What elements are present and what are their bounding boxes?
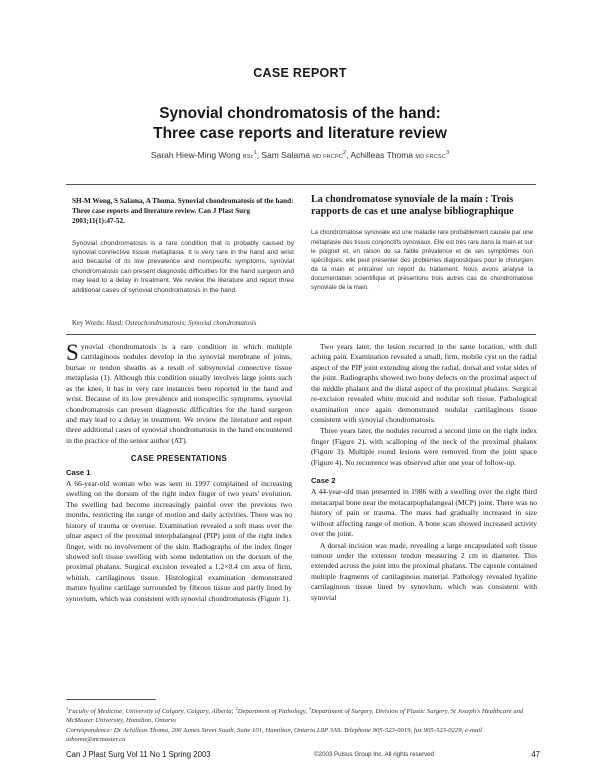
affiliation-footnote xyxy=(66,704,540,744)
intro-paragraph xyxy=(66,342,292,446)
french-abstract-title: La chondromatose synoviale de la main : Trois rapports de cas et une analyse bibliographique xyxy=(311,194,514,218)
author-name: Sarah Hiew-Ming Wong xyxy=(150,150,241,160)
article-title xyxy=(0,104,600,144)
french-abstract-body: La chondromatose synoviale est une maladie rare probablement causée par une métaplasie des tissus conjonctifs synoviaux. Elle est très rare dans la main et sur le poignet et, en raison de sa faible prévalence et de ses symptômes non spécifiques, elle peut présenter des problèmes diagnostiques pour le chirurgien de la main et entraîner un report du traitement. Nous avons analysé la documentation scientifique et présentons trois autres cas de chondromatose synoviale de la main. xyxy=(311,229,533,291)
drop-cap: S xyxy=(66,340,79,365)
author-affiliation-mark: 2 xyxy=(343,150,347,157)
abstract-english xyxy=(72,196,294,295)
case-presentations-heading: CASE PRESENTATIONS xyxy=(130,454,228,464)
author-list: Sarah Hiew-Ming Wong BSc$^1$, Sam Salama MD FRCPC$^2$, Achilleas Thoma MD FRCSC$^3$ xyxy=(150,150,450,160)
correspondence: Correspondence: Dr Achilleas Thoma, 206 James Street South, Suite 101, Hamilton, Ontario L8P 3A9. Telephone 905-523-0019, fax 905-523-0229, e-mail athoma@mcmaster.ca xyxy=(66,726,483,743)
page-footer xyxy=(66,750,540,762)
case1-recurrence-paragraph: Three years later, the nodules recurred a second time on the right index finger (Figure 2), with scalloping of the neck of the proximal phalanx (Figure 3). Multiple round lesions were removed from the joint space (Figure 4). No recurrence was observed after one year of follow-up. xyxy=(311,426,537,467)
author-degree: MD FRCSC xyxy=(415,154,447,160)
author-affiliation-mark: 1 xyxy=(253,150,257,157)
author-degree: BSc xyxy=(242,154,254,160)
abstract-bottom-rule xyxy=(66,334,536,335)
author-affiliation-mark: 3 xyxy=(446,150,450,157)
journal-citation: Can J Plast Surg Vol 11 No 1 Spring 2003 xyxy=(66,750,211,759)
case1-heading: Case 1 xyxy=(66,467,91,477)
body-column-right xyxy=(311,342,537,604)
abstract-french xyxy=(311,194,533,292)
section-label: CASE REPORT xyxy=(253,66,347,80)
keywords xyxy=(72,320,532,327)
author-degree: MD FRCPC xyxy=(312,154,344,160)
abstract-body: Synovial chondromatosis is a rare condition that is probably caused by synovial connective tissue metaplasia. It is very rare in the hand and wrist and because of its low prevalence and nonspecific symptoms, synovial chondromatosis can present diagnostic difficulties for the hand surgeon and may lead to a delay in treatment. We review the literature and report three additional cases of synovial chondromatosis in the hand. xyxy=(72,239,294,294)
case2-paragraph: A 44-year-old man presented in 1986 with a swelling over the right third metacarpal bone near the metacarpophalangeal (MCP) joint. There was no history of pain or trauma. The mass had gradually increased in size without affecting range of motion. A bone scan showed increased activity over the joint. xyxy=(311,487,537,539)
affiliation-2: Department of Pathology, xyxy=(237,708,309,716)
author-name: Sam Salama xyxy=(261,150,311,160)
footnote-mark: 1 xyxy=(66,706,69,711)
article-title-line1: Synovial chondromatosis of the hand: xyxy=(159,105,441,122)
keywords-label: Key Words: xyxy=(72,320,105,327)
author-name: Achilleas Thoma xyxy=(350,150,414,160)
footnote-mark: 3 xyxy=(308,706,311,711)
keywords-values: Hand; Osteochondromatosis; Synovial chondromatosis xyxy=(106,320,257,327)
article-title-line2: Three case reports and literature review xyxy=(153,125,447,142)
affiliation-3: Department of Surgery, Division of Plastic Surgery, St Joseph's Healthcare and McMaster University, Hamilton, Ontario xyxy=(66,708,524,725)
abstract-top-rule xyxy=(66,184,536,185)
footnote-mark: 2 xyxy=(235,706,238,711)
case2-heading: Case 2 xyxy=(311,476,336,486)
case2-surgery-paragraph: A dorsal incision was made, revealing a large encapsulated soft tissue tumour under the extensor tendon measuring 2 cm in diameter. This extended across the joint into the proximal phalanx. The capsule contained multiple fragments of cartilaginous material. Pathology revealed hyaline cartilaginous tissue lined by synovium, which was consistent with synovial xyxy=(311,540,537,602)
affiliation-1: Faculty of Medicine, University of Calgary, Calgary, Alberta; xyxy=(68,708,236,716)
abstract-citation: SH-M Wong, S Salama, A Thoma. Synovial chondromatosis of the hand: Three case reports and literature review. Can J Plast Surg 2003;11(1):47-52. xyxy=(72,197,294,226)
footnote-rule xyxy=(66,699,156,700)
case1-followup-paragraph: Two years later, the lesion recurred in the same location, with dull aching pain. Examination revealed a small, firm, mobile cyst on the radial aspect of the PIP joint extending along the radial, dorsal and volar sides of the joint. Radiographs showed two bony defects on the proximal aspect of the middle phalanx and the distal aspect of the proximal phalanx. Surgical re-excision revealed white mucoid and nodular soft tissue. Pathological examination once again demonstrated nodular cartilaginous tissue consistent with synovial chondromatosis. xyxy=(311,342,537,424)
body-column-left xyxy=(66,342,292,605)
case1-paragraph: A 66-year-old woman who was seen in 1997 complained of increasing swelling on the dorsum of the right index finger of two years' evolution. The swelling had become increasingly painful over the previous two months, restricting the range of motion and daily activities. There was no history of trauma or overuse. Examination revealed a soft mass over the ulnar aspect of the proximal interphalangeal (PIP) joint of the right index finger, with no involvement of the skin. Radiographs of the index finger showed soft tissue swelling with some indentation on the dorsum of the proximal phalanx. Surgical excision revealed a 1.2×0.4 cm area of firm, whitish, cartilaginous tissue. Histological examination demonstrated mature hyaline cartilage surrounded by fibrous tissue and partly lined by synovium, which was consistent with synovial chondromatosis (Figure 1). xyxy=(66,479,292,603)
page-number: 47 xyxy=(531,750,540,759)
copyright: ©2003 Pulsus Group Inc. All rights reserved xyxy=(314,751,435,758)
intro-text: ynovial chondromatosis is a rare condition in which multiple cartilaginous nodules develop in the synovial membrane of joints, bursae or tendon sheaths as a result of subsynovial connective tissue metaplasia (1). Although this condition usually involves large joints such as the knee, it has in very rare instances been reported in the hand and wrist. Because of its low prevalence and nonspecific symptoms, synovial chondromatosis can present diagnostic difficulties for the hand surgeon and may lead to a delay in treatment. We review the literature and report three additional cases of synovial chondromatosis in the hand encountered in the practice of the senior author (AT). xyxy=(66,342,292,445)
